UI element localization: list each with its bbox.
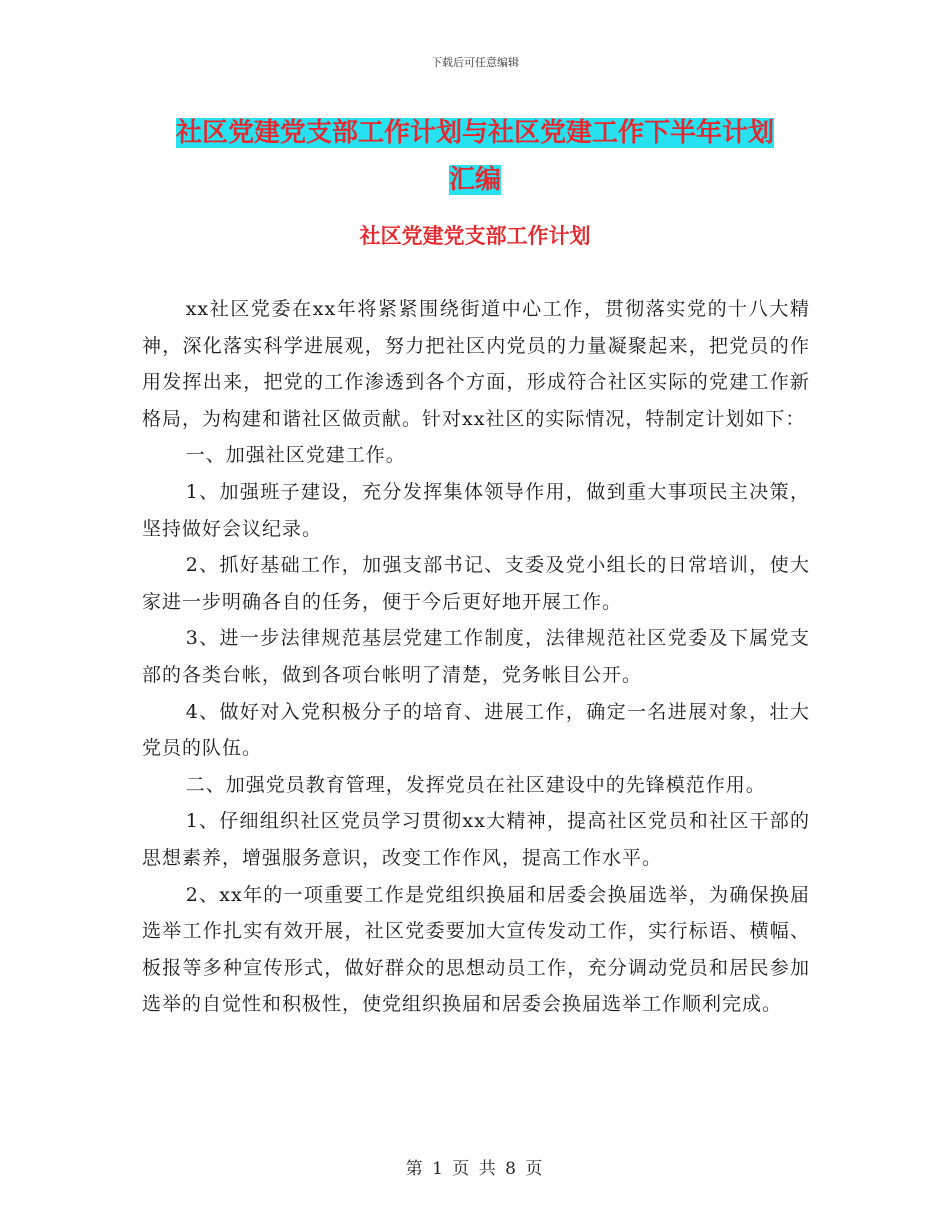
paragraph-item: 3、进一步法律规范基层党建工作制度，法律规范社区党委及下属党支部的各类台帐，做到各项台帐明了清楚，党务帐目公开。 <box>142 627 810 686</box>
paragraph-item: 4、做好对入党积极分子的培育、进展工作，确定一名进展对象，壮大党员的队伍。 <box>142 700 810 760</box>
paragraph-item: 2、xx年的一项重要工作是党组织换届和居委会换届选举，为确保换届选举工作扎实有效开展，社区党委要加大宣传发动工作，实行标语、横幅、板报等多种宣传形式，做好群众的思想动员工作，充分调动党员和居民参加选举的自觉性和积极性，使党组织换届和居委会换届选举工作顺利完成。 <box>142 883 810 1016</box>
document-body <box>142 291 810 1023</box>
header-note: 下载后可任意编辑 <box>431 56 519 69</box>
document-title-line1: 社区党建党支部工作计划与社区党建工作下半年计划 <box>175 118 774 148</box>
paragraph-item: 1、仔细组织社区党员学习贯彻xx大精神，提高社区党员和社区干部的思想素养，增强服务意识，改变工作作风，提高工作水平。 <box>142 810 810 869</box>
paragraph-heading-2: 二、加强党员教育管理，发挥党员在社区建设中的先锋模范作用。 <box>185 773 766 796</box>
paragraph-item: 2、抓好基础工作，加强支部书记、支委及党小组长的日常培训，使大家进一步明确各自的任务，便于今后更好地开展工作。 <box>142 554 810 613</box>
document-title <box>150 110 800 204</box>
page-number: 第 1 页 共 8 页 <box>405 1159 545 1179</box>
section-title: 社区党建党支部工作计划 <box>359 224 591 248</box>
paragraph-item: 1、加强班子建设，充分发挥集体领导作用，做到重大事项民主决策，坚持做好会议纪录。 <box>142 480 810 540</box>
paragraph-heading-1: 一、加强社区党建工作。 <box>185 444 406 467</box>
document-title-line2: 汇编 <box>448 165 501 195</box>
paragraph-intro: xx社区党委在xx年将紧紧围绕街道中心工作，贯彻落实党的十八大精神，深化落实科学进展观，努力把社区内党员的力量凝聚起来，把党员的作用发挥出来，把党的工作渗透到各个方面，形成符合社区实际的党建工作新格局，为构建和谐社区做贡献。针对xx社区的实际情况，特制定计划如下： <box>142 298 810 430</box>
